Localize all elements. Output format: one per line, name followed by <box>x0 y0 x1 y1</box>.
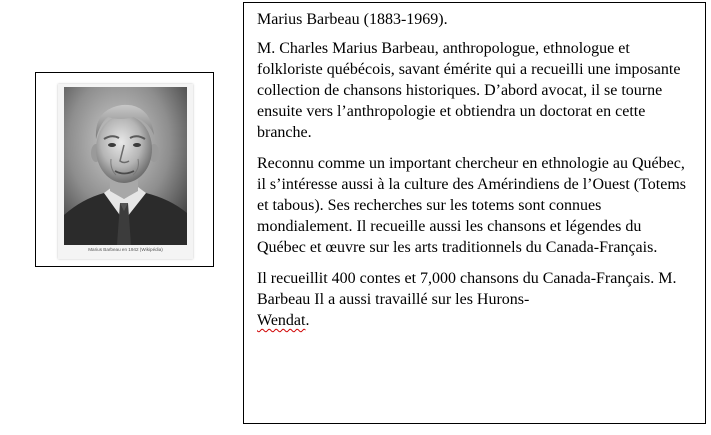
biography-title: Marius Barbeau (1883-1969). <box>257 11 448 28</box>
portrait-photo <box>64 87 187 245</box>
photo-caption: Marius Barbeau en 1942 (Wikipédia) <box>88 247 163 252</box>
photo-frame <box>35 72 214 267</box>
paragraph-collection <box>257 268 692 331</box>
photo-card <box>58 84 193 259</box>
paragraph-research: Reconnu comme un important chercheur en ethnologie au Québec, il s’intéresse aussi à la culture des Amérindiens de l’Ouest (Totems et tabous). Ses recherches sur les totems sont connues mondialement. Il recueille aussi les chansons et légendes du Québec et œuvre sur les arts traditionnels du Canada-Français. <box>257 155 686 256</box>
paragraph-introduction: M. Charles Marius Barbeau, anthropologue, ethnologue et folkloriste québécois, savant émérite qui a recueilli une imposante collection de chansons historiques. D’abord avocat, il se tourne ensuite vers l’anthropologie et obtiendra un doctorat en cette branche. <box>257 40 681 141</box>
spellcheck-flagged-word: Wendat <box>257 312 306 329</box>
biography-text-box <box>243 2 706 424</box>
paragraph-collection-end: . <box>305 312 310 329</box>
paragraph-collection-text: Il recueillit 400 contes et 7,000 chansons du Canada-Français. M. Barbeau Il a aussi travaillé sur les Hurons- <box>257 270 677 308</box>
